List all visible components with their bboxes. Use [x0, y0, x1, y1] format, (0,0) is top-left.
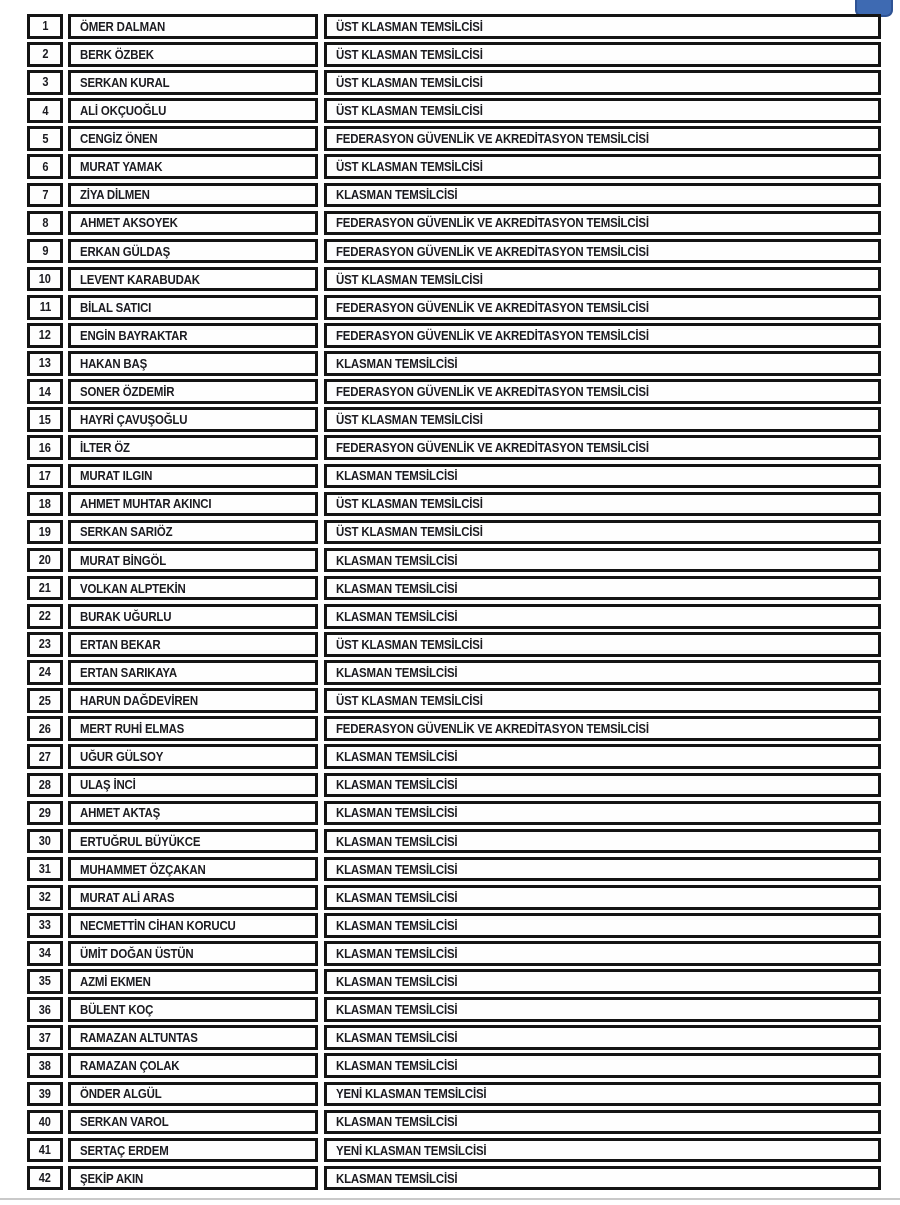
row-role-cell — [324, 492, 881, 517]
row-role: KLASMAN TEMSİLCİSİ — [336, 777, 458, 793]
row-number-cell — [27, 435, 63, 460]
table-row — [27, 407, 881, 432]
row-name: MERT RUHİ ELMAS — [80, 721, 185, 737]
row-role-cell — [324, 435, 881, 460]
row-number-cell — [27, 1166, 63, 1191]
row-number-cell — [27, 801, 63, 826]
table-row — [27, 323, 881, 348]
row-number: 20 — [39, 553, 51, 568]
row-role-cell — [324, 379, 881, 404]
table-row — [27, 632, 881, 657]
row-name: ERTAN SARIKAYA — [80, 664, 177, 680]
row-number: 32 — [39, 890, 51, 905]
table-row — [27, 70, 881, 95]
row-role-cell — [324, 604, 881, 629]
row-number: 28 — [39, 777, 51, 792]
row-role-cell — [324, 1082, 881, 1107]
table-row — [27, 1138, 881, 1163]
row-role: KLASMAN TEMSİLCİSİ — [336, 973, 458, 989]
row-name-cell — [68, 14, 318, 39]
row-number-cell — [27, 1053, 63, 1078]
table-row — [27, 351, 881, 376]
row-name-cell — [68, 464, 318, 489]
table-row — [27, 183, 881, 208]
row-name-cell — [68, 941, 318, 966]
table-row — [27, 913, 881, 938]
row-name: SERKAN KURAL — [80, 74, 170, 90]
row-name: SERKAN SARIÖZ — [80, 524, 173, 540]
table-row — [27, 688, 881, 713]
row-number-cell — [27, 351, 63, 376]
table-row — [27, 14, 881, 39]
row-name-cell — [68, 548, 318, 573]
table-row — [27, 969, 881, 994]
row-number: 2 — [42, 47, 48, 62]
table-row — [27, 829, 881, 854]
row-role-cell — [324, 211, 881, 236]
row-number: 10 — [39, 272, 51, 287]
row-number-cell — [27, 604, 63, 629]
row-number-cell — [27, 295, 63, 320]
row-number-cell — [27, 239, 63, 264]
row-number: 7 — [42, 187, 48, 202]
row-name-cell — [68, 1053, 318, 1078]
row-number-cell — [27, 379, 63, 404]
row-number-cell — [27, 154, 63, 179]
row-role: KLASMAN TEMSİLCİSİ — [336, 608, 458, 624]
row-number: 8 — [42, 215, 48, 230]
row-name-cell — [68, 323, 318, 348]
row-role-cell — [324, 801, 881, 826]
row-name: ÜMİT DOĞAN ÜSTÜN — [80, 945, 194, 961]
row-number: 27 — [39, 749, 51, 764]
table-row — [27, 42, 881, 67]
row-role-cell — [324, 464, 881, 489]
row-role: ÜST KLASMAN TEMSİLCİSİ — [336, 18, 483, 34]
row-number-cell — [27, 211, 63, 236]
row-role-cell — [324, 913, 881, 938]
row-number-cell — [27, 548, 63, 573]
row-role: ÜST KLASMAN TEMSİLCİSİ — [336, 103, 483, 119]
row-role: FEDERASYON GÜVENLİK VE AKREDİTASYON TEMSİLCİSİ — [336, 299, 649, 315]
row-name: AZMİ EKMEN — [80, 973, 151, 989]
row-number-cell — [27, 913, 63, 938]
row-role: ÜST KLASMAN TEMSİLCİSİ — [336, 159, 483, 175]
row-role-cell — [324, 548, 881, 573]
row-role-cell — [324, 829, 881, 854]
row-role: FEDERASYON GÜVENLİK VE AKREDİTASYON TEMSİLCİSİ — [336, 215, 649, 231]
row-name: RAMAZAN ÇOLAK — [80, 1058, 180, 1074]
row-number: 4 — [42, 103, 48, 118]
row-name-cell — [68, 239, 318, 264]
row-name-cell — [68, 267, 318, 292]
row-number-cell — [27, 267, 63, 292]
table-row — [27, 548, 881, 573]
row-number: 23 — [39, 637, 51, 652]
row-number-cell — [27, 857, 63, 882]
row-role-cell — [324, 1025, 881, 1050]
row-role: KLASMAN TEMSİLCİSİ — [336, 945, 458, 961]
row-role: KLASMAN TEMSİLCİSİ — [336, 187, 458, 203]
row-name: ERTUĞRUL BÜYÜKCE — [80, 833, 201, 849]
row-name: SONER ÖZDEMİR — [80, 384, 175, 400]
row-name: AHMET MUHTAR AKINCI — [80, 496, 212, 512]
table-row — [27, 576, 881, 601]
row-role: KLASMAN TEMSİLCİSİ — [336, 1114, 458, 1130]
row-role-cell — [324, 1138, 881, 1163]
row-name: MURAT BİNGÖL — [80, 552, 167, 568]
row-number: 40 — [39, 1114, 51, 1129]
table-row — [27, 801, 881, 826]
row-role-cell — [324, 407, 881, 432]
row-role: KLASMAN TEMSİLCİSİ — [336, 861, 458, 877]
row-name: LEVENT KARABUDAK — [80, 271, 200, 287]
row-name-cell — [68, 183, 318, 208]
row-number: 17 — [39, 468, 51, 483]
row-number: 18 — [39, 496, 51, 511]
table-row — [27, 126, 881, 151]
row-role: KLASMAN TEMSİLCİSİ — [336, 664, 458, 680]
row-name-cell — [68, 744, 318, 769]
row-number: 19 — [39, 524, 51, 539]
row-role-cell — [324, 351, 881, 376]
row-name-cell — [68, 435, 318, 460]
row-role: FEDERASYON GÜVENLİK VE AKREDİTASYON TEMSİLCİSİ — [336, 384, 649, 400]
row-role: YENİ KLASMAN TEMSİLCİSİ — [336, 1142, 487, 1158]
row-number: 29 — [39, 805, 51, 820]
row-number-cell — [27, 773, 63, 798]
table-row — [27, 154, 881, 179]
row-name-cell — [68, 632, 318, 657]
table-row — [27, 435, 881, 460]
row-number: 26 — [39, 721, 51, 736]
row-name: ALİ OKÇUOĞLU — [80, 103, 167, 119]
table-row — [27, 239, 881, 264]
row-name-cell — [68, 913, 318, 938]
table-row — [27, 716, 881, 741]
row-number-cell — [27, 183, 63, 208]
row-name-cell — [68, 773, 318, 798]
row-number: 9 — [42, 244, 48, 259]
row-number: 31 — [39, 862, 51, 877]
row-name-cell — [68, 42, 318, 67]
row-number: 24 — [39, 665, 51, 680]
table-row — [27, 941, 881, 966]
row-name: ZİYA DİLMEN — [80, 187, 150, 203]
row-name-cell — [68, 969, 318, 994]
row-name-cell — [68, 829, 318, 854]
row-number-cell — [27, 14, 63, 39]
row-role: ÜST KLASMAN TEMSİLCİSİ — [336, 412, 483, 428]
table-row — [27, 295, 881, 320]
row-role-cell — [324, 1110, 881, 1135]
row-role-cell — [324, 239, 881, 264]
row-role-cell — [324, 14, 881, 39]
row-name-cell — [68, 1110, 318, 1135]
row-number-cell — [27, 688, 63, 713]
row-name-cell — [68, 211, 318, 236]
row-role: KLASMAN TEMSİLCİSİ — [336, 889, 458, 905]
row-number-cell — [27, 492, 63, 517]
row-role: ÜST KLASMAN TEMSİLCİSİ — [336, 636, 483, 652]
row-role: ÜST KLASMAN TEMSİLCİSİ — [336, 496, 483, 512]
row-role: KLASMAN TEMSİLCİSİ — [336, 749, 458, 765]
row-role-cell — [324, 98, 881, 123]
row-role: KLASMAN TEMSİLCİSİ — [336, 355, 458, 371]
row-name-cell — [68, 801, 318, 826]
row-number-cell — [27, 98, 63, 123]
row-name: İLTER ÖZ — [80, 440, 130, 456]
row-role: KLASMAN TEMSİLCİSİ — [336, 1058, 458, 1074]
row-name-cell — [68, 98, 318, 123]
row-name: VOLKAN ALPTEKİN — [80, 580, 186, 596]
row-name: HARUN DAĞDEVİREN — [80, 693, 198, 709]
row-role-cell — [324, 576, 881, 601]
row-name-cell — [68, 126, 318, 151]
row-role: FEDERASYON GÜVENLİK VE AKREDİTASYON TEMSİLCİSİ — [336, 131, 649, 147]
row-number-cell — [27, 969, 63, 994]
row-number: 15 — [39, 412, 51, 427]
row-role: KLASMAN TEMSİLCİSİ — [336, 1002, 458, 1018]
row-number: 41 — [39, 1143, 51, 1158]
row-name: SERTAÇ ERDEM — [80, 1142, 169, 1158]
row-role: ÜST KLASMAN TEMSİLCİSİ — [336, 74, 483, 90]
row-number-cell — [27, 1138, 63, 1163]
row-role: ÜST KLASMAN TEMSİLCİSİ — [336, 271, 483, 287]
row-role-cell — [324, 885, 881, 910]
row-name-cell — [68, 660, 318, 685]
row-name-cell — [68, 604, 318, 629]
row-role-cell — [324, 126, 881, 151]
row-role: KLASMAN TEMSİLCİSİ — [336, 917, 458, 933]
row-number: 6 — [42, 159, 48, 174]
row-role-cell — [324, 997, 881, 1022]
row-role-cell — [324, 632, 881, 657]
row-role: KLASMAN TEMSİLCİSİ — [336, 1030, 458, 1046]
row-number-cell — [27, 660, 63, 685]
row-name-cell — [68, 154, 318, 179]
row-role: KLASMAN TEMSİLCİSİ — [336, 468, 458, 484]
row-number: 13 — [39, 356, 51, 371]
row-number-cell — [27, 323, 63, 348]
row-name-cell — [68, 857, 318, 882]
row-role: ÜST KLASMAN TEMSİLCİSİ — [336, 46, 483, 62]
row-role: ÜST KLASMAN TEMSİLCİSİ — [336, 693, 483, 709]
row-role-cell — [324, 660, 881, 685]
row-role-cell — [324, 1166, 881, 1191]
row-number: 39 — [39, 1086, 51, 1101]
table-row — [27, 1025, 881, 1050]
table-row — [27, 1082, 881, 1107]
row-number: 16 — [39, 440, 51, 455]
row-number: 14 — [39, 384, 51, 399]
row-name: MURAT YAMAK — [80, 159, 163, 175]
row-role-cell — [324, 941, 881, 966]
row-name: BİLAL SATICI — [80, 299, 152, 315]
row-name: BERK ÖZBEK — [80, 46, 154, 62]
row-role: YENİ KLASMAN TEMSİLCİSİ — [336, 1086, 487, 1102]
row-role-cell — [324, 716, 881, 741]
table-row — [27, 997, 881, 1022]
row-number: 25 — [39, 693, 51, 708]
row-role-cell — [324, 969, 881, 994]
row-number: 38 — [39, 1058, 51, 1073]
table-row — [27, 267, 881, 292]
row-number-cell — [27, 1082, 63, 1107]
row-role-cell — [324, 42, 881, 67]
row-name: RAMAZAN ALTUNTAS — [80, 1030, 198, 1046]
row-name: MURAT ILGIN — [80, 468, 153, 484]
row-name: MURAT ALİ ARAS — [80, 889, 175, 905]
row-name-cell — [68, 997, 318, 1022]
row-name-cell — [68, 716, 318, 741]
row-role-cell — [324, 323, 881, 348]
table-row — [27, 660, 881, 685]
table-row — [27, 885, 881, 910]
row-name-cell — [68, 1082, 318, 1107]
row-number: 36 — [39, 1002, 51, 1017]
row-name: ÖNDER ALGÜL — [80, 1086, 162, 1102]
row-number: 30 — [39, 834, 51, 849]
row-number-cell — [27, 1025, 63, 1050]
row-role-cell — [324, 295, 881, 320]
table-row — [27, 604, 881, 629]
row-number-cell — [27, 464, 63, 489]
row-role-cell — [324, 70, 881, 95]
row-name-cell — [68, 1025, 318, 1050]
row-name: BÜLENT KOÇ — [80, 1002, 154, 1018]
row-name: AHMET AKSOYEK — [80, 215, 178, 231]
row-name: ŞEKİP AKIN — [80, 1170, 144, 1186]
row-role-cell — [324, 744, 881, 769]
row-number-cell — [27, 576, 63, 601]
row-name: SERKAN VAROL — [80, 1114, 169, 1130]
row-name: MUHAMMET ÖZÇAKAN — [80, 861, 206, 877]
row-number-cell — [27, 407, 63, 432]
table-row — [27, 464, 881, 489]
row-name: NECMETTİN CİHAN KORUCU — [80, 917, 236, 933]
table-row — [27, 492, 881, 517]
row-name-cell — [68, 576, 318, 601]
table-row — [27, 1053, 881, 1078]
row-number-cell — [27, 716, 63, 741]
row-number-cell — [27, 1110, 63, 1135]
row-name: ULAŞ İNCİ — [80, 777, 136, 793]
row-role: FEDERASYON GÜVENLİK VE AKREDİTASYON TEMSİLCİSİ — [336, 243, 649, 259]
row-name-cell — [68, 520, 318, 545]
table-row — [27, 773, 881, 798]
row-role: KLASMAN TEMSİLCİSİ — [336, 552, 458, 568]
table-row — [27, 520, 881, 545]
row-role: KLASMAN TEMSİLCİSİ — [336, 1170, 458, 1186]
row-name-cell — [68, 688, 318, 713]
row-name: ERTAN BEKAR — [80, 636, 161, 652]
row-number: 11 — [39, 300, 51, 315]
table-row — [27, 1166, 881, 1191]
row-number: 3 — [42, 75, 48, 90]
row-name: BURAK UĞURLU — [80, 608, 172, 624]
row-role-cell — [324, 773, 881, 798]
row-number-cell — [27, 42, 63, 67]
row-name-cell — [68, 885, 318, 910]
bottom-divider — [0, 1198, 900, 1200]
row-role-cell — [324, 183, 881, 208]
row-name-cell — [68, 407, 318, 432]
row-name: ENGİN BAYRAKTAR — [80, 327, 188, 343]
row-name: ERKAN GÜLDAŞ — [80, 243, 171, 259]
row-role: FEDERASYON GÜVENLİK VE AKREDİTASYON TEMSİLCİSİ — [336, 721, 649, 737]
row-number: 33 — [39, 918, 51, 933]
table-row — [27, 857, 881, 882]
row-name: CENGİZ ÖNEN — [80, 131, 158, 147]
row-name: ÖMER DALMAN — [80, 18, 166, 34]
table-row — [27, 98, 881, 123]
row-role-cell — [324, 154, 881, 179]
row-number: 37 — [39, 1030, 51, 1045]
row-number: 35 — [39, 974, 51, 989]
row-name-cell — [68, 70, 318, 95]
row-number-cell — [27, 520, 63, 545]
row-role: FEDERASYON GÜVENLİK VE AKREDİTASYON TEMSİLCİSİ — [336, 327, 649, 343]
table-row — [27, 744, 881, 769]
representatives-table — [27, 14, 881, 1194]
row-role-cell — [324, 857, 881, 882]
row-number-cell — [27, 632, 63, 657]
row-name-cell — [68, 295, 318, 320]
row-role-cell — [324, 688, 881, 713]
row-role-cell — [324, 520, 881, 545]
table-row — [27, 1110, 881, 1135]
row-number-cell — [27, 126, 63, 151]
row-number: 12 — [39, 328, 51, 343]
row-number: 5 — [42, 131, 48, 146]
table-row — [27, 379, 881, 404]
row-name-cell — [68, 379, 318, 404]
row-role: FEDERASYON GÜVENLİK VE AKREDİTASYON TEMSİLCİSİ — [336, 440, 649, 456]
row-number: 42 — [39, 1171, 51, 1186]
row-name-cell — [68, 492, 318, 517]
row-number-cell — [27, 941, 63, 966]
row-number-cell — [27, 997, 63, 1022]
row-number-cell — [27, 744, 63, 769]
row-name: HAYRİ ÇAVUŞOĞLU — [80, 412, 188, 428]
row-number: 21 — [39, 581, 51, 596]
row-name-cell — [68, 1166, 318, 1191]
row-role: KLASMAN TEMSİLCİSİ — [336, 833, 458, 849]
row-number: 34 — [39, 946, 51, 961]
row-name: AHMET AKTAŞ — [80, 805, 161, 821]
table-row — [27, 211, 881, 236]
row-name: UĞUR GÜLSOY — [80, 749, 164, 765]
row-name: HAKAN BAŞ — [80, 355, 148, 371]
row-name-cell — [68, 351, 318, 376]
row-number-cell — [27, 829, 63, 854]
row-role: KLASMAN TEMSİLCİSİ — [336, 805, 458, 821]
row-role: ÜST KLASMAN TEMSİLCİSİ — [336, 524, 483, 540]
row-number-cell — [27, 885, 63, 910]
row-number: 22 — [39, 609, 51, 624]
row-number-cell — [27, 70, 63, 95]
row-role: KLASMAN TEMSİLCİSİ — [336, 580, 458, 596]
row-role-cell — [324, 1053, 881, 1078]
row-number: 1 — [42, 19, 48, 34]
row-role-cell — [324, 267, 881, 292]
row-name-cell — [68, 1138, 318, 1163]
